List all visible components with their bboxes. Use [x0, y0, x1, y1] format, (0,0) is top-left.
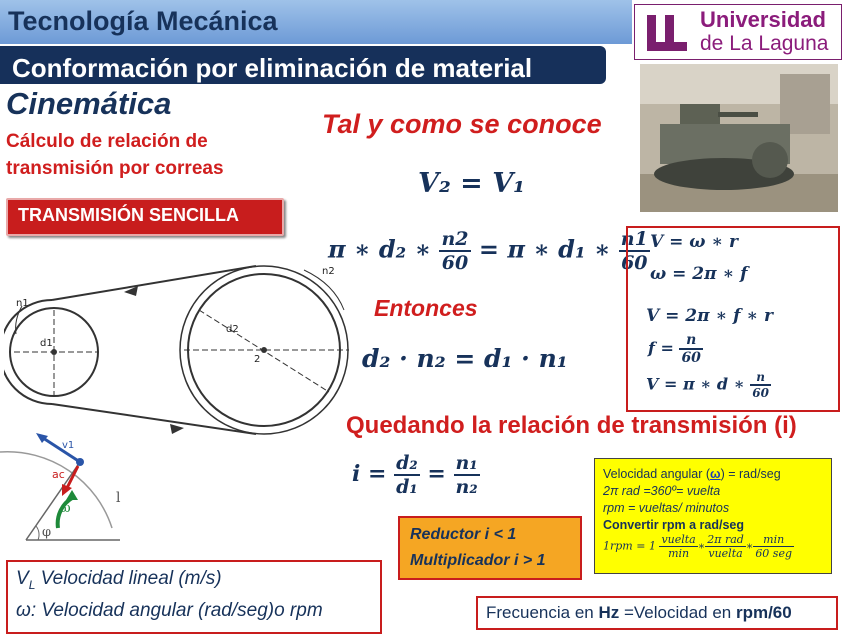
label-l: l: [116, 490, 121, 506]
tank-photo: [640, 64, 838, 212]
label-omega: ω: [60, 501, 71, 516]
formula-omega-f: ω = 2π ∗ f: [650, 264, 748, 284]
ratio-frac2-den: n₂: [455, 476, 478, 498]
eq2-frac1-num: n2: [441, 228, 469, 250]
velocity-angle-diagram: [0, 428, 140, 556]
conv-left: 1rpm = 1: [603, 539, 656, 553]
course-title: Tecnología Mecánica: [8, 6, 278, 36]
reducer-line: Reductor i < 1: [410, 526, 517, 543]
f5-den: 60: [752, 386, 769, 400]
freq-hz: Hz: [598, 603, 620, 622]
formula-v-2pifr: V = 2π ∗ f ∗ r: [646, 306, 773, 326]
conv-f3-den: 60 seg: [755, 547, 793, 560]
conv-f1-num: vuelta: [661, 533, 696, 546]
label-d1: d1: [40, 338, 53, 349]
legend-v-symbol: V: [16, 568, 29, 589]
ratio-i-label: i =: [352, 461, 387, 487]
multiplier-line: Multiplicador i > 1: [410, 552, 546, 569]
subtopic-line1: Cálculo de relación de: [6, 131, 208, 152]
ull-logo-icon: [639, 7, 699, 57]
ratio-frac2-num: n₁: [455, 452, 478, 474]
note-omega-symbol: ω: [710, 467, 721, 481]
note-line3: rpm = vueltas/ minutos: [603, 501, 730, 515]
conv-f3-num: min: [753, 533, 794, 547]
section-title: Conformación por eliminación de material: [12, 53, 533, 83]
equation-dn: d₂ · n₂ = d₁ · n₁: [362, 344, 568, 373]
frequency-text: [486, 603, 792, 623]
eq2-frac2-num: n1: [620, 228, 648, 250]
note-line2: 2π rad =360º= vuelta: [603, 484, 721, 498]
ratio-frac1-num: d₂: [396, 452, 418, 474]
badge-label: TRANSMISIÓN SENCILLA: [18, 205, 240, 225]
logo-line2: de La Laguna: [700, 32, 829, 55]
legend-v-subscript: L: [28, 577, 36, 592]
eq2-frac2-den: 60: [621, 252, 648, 274]
label-n2: n2: [322, 266, 335, 277]
freq-prefix: Frecuencia en: [486, 603, 599, 622]
relation-heading: Quedando la relación de transmisión (i): [346, 412, 797, 439]
tank-illustration: [640, 64, 838, 212]
note-conversion: 1rpm = 1 $\frac{\text{vuelta}}{\min}$ ∗ $\frac{\text{2π rad}}{\text{vuelta}}$ ∗ $\frac{\min}{\text{60 seg}}$: [603, 533, 793, 560]
legend-line2-text: : Velocidad angular (rad/seg)o rpm: [30, 600, 323, 621]
formula-v-pidn: [646, 370, 771, 400]
label-v1: v1: [62, 440, 75, 451]
belt-diagram: [4, 250, 354, 440]
legend-omega-symbol: ω: [16, 600, 31, 621]
label-2: 2: [254, 354, 261, 365]
legend-line1-text: Velocidad lineal (m/s): [35, 568, 222, 589]
ratio-equals: =: [427, 461, 446, 487]
intro-text: Tal y como se conoce: [322, 109, 602, 139]
note-line4: Convertir rpm a rad/seg: [603, 518, 745, 532]
legend-line1: [16, 568, 222, 592]
subtopic: [6, 128, 224, 182]
legend-line2: [16, 600, 323, 622]
note-line1-prefix: Velocidad angular (: [603, 467, 711, 481]
frequency-box: [476, 596, 838, 630]
topic-title: Cinemática: [6, 86, 172, 121]
f4-left: f =: [648, 338, 674, 358]
legend-box: [6, 560, 382, 634]
freq-rpm: rpm/60: [735, 603, 792, 622]
f5-left: V = π ∗ d ∗: [646, 374, 745, 394]
label-ac: ac: [52, 468, 65, 481]
f4-den: 60: [681, 350, 701, 366]
formula-v-omega-r: V = ω ∗ r: [650, 232, 738, 252]
conv-f2-den: vuelta: [708, 547, 743, 560]
f5-num: n: [750, 370, 771, 386]
eq2-mid: = π ∗ d₁ ∗: [478, 234, 611, 264]
freq-mid: =Velocidad en: [619, 603, 736, 622]
eq2-left: π ∗ d₂ ∗: [328, 234, 432, 264]
belt-top: [52, 266, 256, 300]
entonces-label: Entonces: [374, 295, 478, 321]
note-line1: [603, 467, 781, 481]
label-phi: φ: [42, 525, 52, 540]
angular-velocity-note: [594, 458, 832, 574]
label-n1: n1: [16, 298, 29, 309]
ratio-frac1-den: d₁: [396, 476, 418, 498]
subtopic-line2: transmisión por correas: [6, 158, 224, 179]
conv-f1-den: min: [668, 547, 690, 560]
logo-line1: Universidad: [700, 7, 826, 32]
equation-ratio: [352, 452, 480, 498]
note-line1-suffix: ) = rad/seg: [720, 467, 781, 481]
f4-num: n: [679, 332, 702, 350]
conv-f2-num: 2π rad: [707, 533, 744, 546]
equation-speeds: [328, 228, 650, 274]
eq2-frac1-den: 60: [441, 252, 469, 274]
equation-v2-v1: V₂ = V₁: [418, 168, 525, 199]
label-d2: d2: [226, 324, 239, 335]
formula-f-n60: [648, 332, 703, 366]
reducer-box: [398, 516, 582, 580]
